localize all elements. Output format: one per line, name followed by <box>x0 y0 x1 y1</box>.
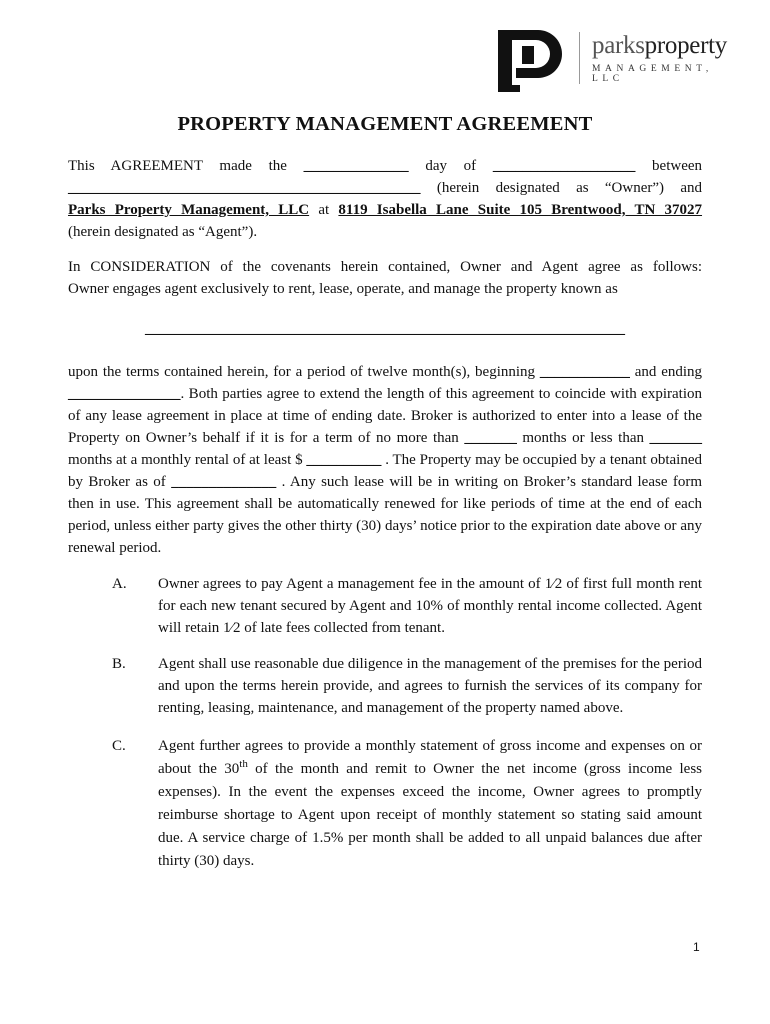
clause-letter: C. <box>112 738 126 754</box>
terms-text: . Both parties agree to extend the length of this agreement to coincide with expiration of any lease agreement in place at time of ending date. Broker is authorized to enter into a lease of the Property on Owner’s behalf if it is for a term of no more than <box>68 386 702 446</box>
logo-wordmark <box>592 32 736 84</box>
clause-letter: B. <box>112 656 126 672</box>
document-title: PROPERTY MANAGEMENT AGREEMENT <box>177 113 593 135</box>
min-term-blank[interactable]: _______ <box>649 430 703 446</box>
property-blank[interactable]: ________________________________________________________________ <box>145 321 625 337</box>
company-name: Parks Property Management, LLC <box>68 202 310 218</box>
clause-text-part: of the month and remit to Owner the net income (gross income less expenses). In the event the expenses exceed the income, Owner agrees to promptly reimburse shortage to Agent upon receipt of monthly statement so stating said amount due. A service charge of 1.5% per month shall be added to all unpaid balances due after thirty (30) days. <box>158 761 702 869</box>
intro-text: at <box>318 202 330 218</box>
logo-brand-dark: property <box>644 32 727 59</box>
intro-text: This AGREEMENT made the <box>68 158 287 174</box>
month-blank[interactable]: ___________________ <box>492 158 636 174</box>
terms-text: months at a monthly rental of at least $ <box>68 452 303 468</box>
terms-text: months or less than <box>522 430 644 446</box>
ordinal-suffix: th <box>239 758 248 770</box>
monthly-rent-blank[interactable]: __________ <box>306 452 382 468</box>
clause-text: Owner agrees to pay Agent a management fee in the amount of 1⁄2 of first full month rent for each new tenant secured by Agent and 10% of monthly rental income collected. Agent will retain 1⁄2 of late fees collected from tenant. <box>158 576 702 636</box>
clause-text: Agent shall use reasonable due diligence in the management of the premises for the period and upon the terms herein provide, and agrees to furnish the services of its company for renting, leasing, maintenance, and management of the property named above. <box>158 656 702 716</box>
logo-subline: MANAGEMENT, LLC <box>592 64 713 84</box>
clause-text <box>158 735 702 873</box>
agent-designation: (herein designated as “Agent”). <box>68 224 258 240</box>
logo-divider <box>579 32 580 84</box>
beginning-date-blank[interactable]: ____________ <box>539 364 630 380</box>
company-logo <box>496 28 736 98</box>
owner-designation: (herein designated as “Owner”) and <box>436 180 703 196</box>
pp-monogram-icon <box>496 28 566 96</box>
ending-date-blank[interactable]: _______________ <box>68 386 181 402</box>
clause-c <box>112 735 702 873</box>
clause-letter: A. <box>112 576 127 592</box>
intro-text: between <box>652 158 703 174</box>
page-number: 1 <box>693 940 700 954</box>
terms-text: upon the terms contained herein, for a period of twelve month(s), beginning <box>68 364 536 380</box>
occupancy-date-blank[interactable]: ______________ <box>171 474 277 490</box>
intro-line-1 <box>68 155 702 177</box>
terms-text: and ending <box>634 364 703 380</box>
intro-text: day of <box>425 158 477 174</box>
terms-paragraph <box>68 361 702 559</box>
terms-text: . Any such lease will be in writing on Broker’s standard lease form then in use. This agreement shall be automatically renewed for like periods of time at the end of each period, unless either party gives the other thirty (30) days’ notice prior to the expiration date above or any renewal period. <box>68 474 703 556</box>
terms-text: . The Property may be occupied by a tenant obtained by Broker as of <box>68 452 703 490</box>
clause-a <box>112 573 702 639</box>
intro-line-3 <box>68 199 702 221</box>
clause-text-part: Agent further agrees to provide a monthly statement of gross income and expenses on or about the 30 <box>158 738 702 777</box>
owner-name-blank[interactable]: _______________________________________________ <box>68 180 421 196</box>
clause-b <box>112 653 702 719</box>
consideration-line-2: Owner engages agent exclusively to rent, lease, operate, and manage the property known as <box>68 281 618 297</box>
max-term-blank[interactable]: _______ <box>464 430 517 446</box>
consideration-line-1: In CONSIDERATION of the covenants herein contained, Owner and Agent agree as follows: <box>68 259 702 275</box>
agreement-body <box>68 155 702 873</box>
logo-brand-light: parks <box>592 32 645 59</box>
day-blank[interactable]: ______________ <box>303 158 409 174</box>
company-address: 8119 Isabella Lane Suite 105 Brentwood, TN 37027 <box>338 202 703 218</box>
property-line <box>68 318 702 340</box>
intro-line-2 <box>68 177 702 199</box>
